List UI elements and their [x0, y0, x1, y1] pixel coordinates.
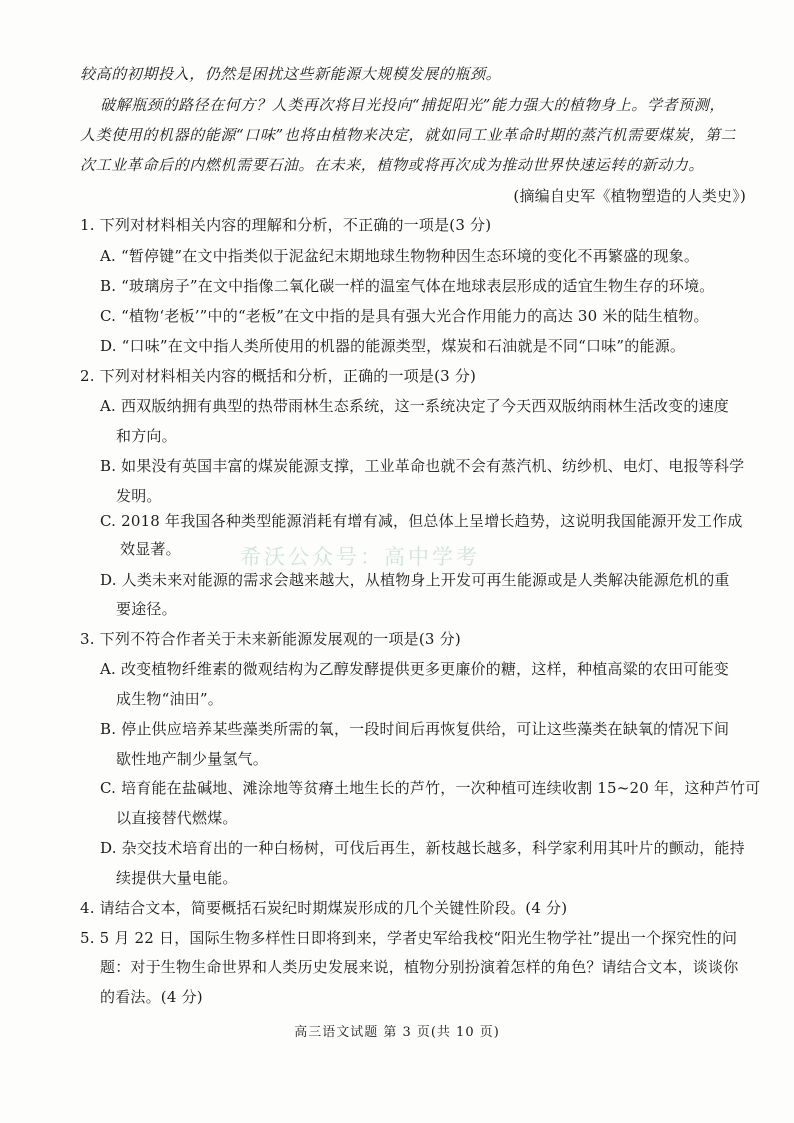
q3-option-d-cont: 续提供大量电能。 [116, 869, 238, 887]
question-5-line-3: 的看法。(4 分) [100, 988, 203, 1006]
q2-option-c: C. 2018 年我国各种类型能源消耗有增有减，但总体上呈增长趋势，这说明我国能源开发工作成 [100, 512, 743, 530]
q1-option-d: D. “口味”在文中指人类所使用的机器的能源类型，煤炭和石油就是不同“口味”的能源。 [100, 337, 686, 355]
q2-option-a: A. 西双版纳拥有典型的热带雨林生态系统，这一系统决定了今天西双版纳雨林生活改变的速度 [100, 397, 729, 415]
question-2-stem: 2. 下列对材料相关内容的概括和分析，正确的一项是(3 分) [80, 367, 477, 385]
q2-option-d: D. 人类未来对能源的需求会越来越大，从植物身上开发可再生能源或是人类解决能源危机的重 [100, 571, 730, 589]
passage-line-1: 较高的初期投入，仍然是困扰这些新能源大规模发展的瓶颈。 [80, 65, 502, 83]
passage-source: (摘编自史军《植物塑造的人类史》) [513, 187, 746, 205]
q1-option-a: A. “暂停键”在文中指类似于泥盆纪末期地球生物物种因生态环境的变化不再繁盛的现象。 [100, 247, 700, 265]
q3-option-c: C. 培育能在盐碱地、滩涂地等贫瘠土地生长的芦竹，一次种植可连续收割 15~20 年，这种芦竹可 [100, 779, 761, 797]
q3-option-c-cont: 以直接替代燃煤。 [116, 809, 238, 827]
question-4-stem: 4. 请结合文本，简要概括石炭纪时期煤炭形成的几个关键性阶段。(4 分) [80, 899, 568, 917]
question-3-stem: 3. 下列不符合作者关于未来新能源发展观的一项是(3 分) [80, 630, 461, 648]
q2-option-c-cont: 效显著。 [120, 540, 181, 558]
watermark: 希沃公众号：高中学考 [240, 545, 480, 569]
passage-line-4: 次工业革命后的内燃机需要石油。在未来，植物或将再次成为推动世界快速运转的新动力。 [80, 156, 705, 174]
q3-option-a-cont: 成生物“油田”。 [116, 690, 223, 708]
passage-line-2: 破解瓶颈的路径在何方？人类再次将目光投向“捕捉阳光”能力强大的植物身上。学者预测， [100, 96, 725, 114]
q1-option-b: B. “玻璃房子”在文中指像二氧化碳一样的温室气体在地球表层形成的适宜生物生存的环境。 [100, 277, 715, 295]
q3-option-d: D. 杂交技术培育出的一种白杨树，可伐后再生，新枝越长越多，科学家利用其叶片的颤动，能持 [100, 839, 745, 857]
question-5-line-1: 5. 5 月 22 日，国际生物多样性日即将到来，学者史军给我校“阳光生物学社”提出一个探究性的问 [80, 929, 738, 947]
passage-line-3: 人类使用的机器的能源“口味”也将由植物来决定，就如同工业革命时期的蒸汽机需要煤炭，第二 [80, 126, 737, 144]
question-5-line-2: 题：对于生物生命世界和人类历史发展来说，植物分别扮演着怎样的角色？请结合文本，谈谈你 [100, 958, 739, 976]
q2-option-b: B. 如果没有英国丰富的煤炭能源支撑，工业革命也就不会有蒸汽机、纺纱机、电灯、电报等科学 [100, 457, 745, 475]
q3-option-b: B. 停止供应培养某些藻类所需的氧，一段时间后再恢复供给，可让这些藻类在缺氧的情况下间 [100, 720, 730, 738]
q1-option-c: C. “植物‘老板’”中的“老板”在文中指的是具有强大光合作用能力的高达 30 米的陆生植物。 [100, 307, 709, 325]
q2-option-b-cont: 发明。 [116, 487, 162, 505]
question-1-stem: 1. 下列对材料相关内容的理解和分析，不正确的一项是(3 分) [80, 216, 492, 234]
q3-option-a: A. 改变植物纤维素的微观结构为乙醇发酵提供更多更廉价的糖，这样，种植高粱的农田可能变 [100, 660, 729, 678]
q3-option-b-cont: 歇性地产制少量氢气。 [116, 750, 269, 768]
page-footer: 高三语文试题 第 3 页(共 10 页) [294, 1025, 500, 1040]
q2-option-a-cont: 和方向。 [116, 427, 177, 445]
q2-option-d-cont: 要途径。 [116, 600, 177, 618]
